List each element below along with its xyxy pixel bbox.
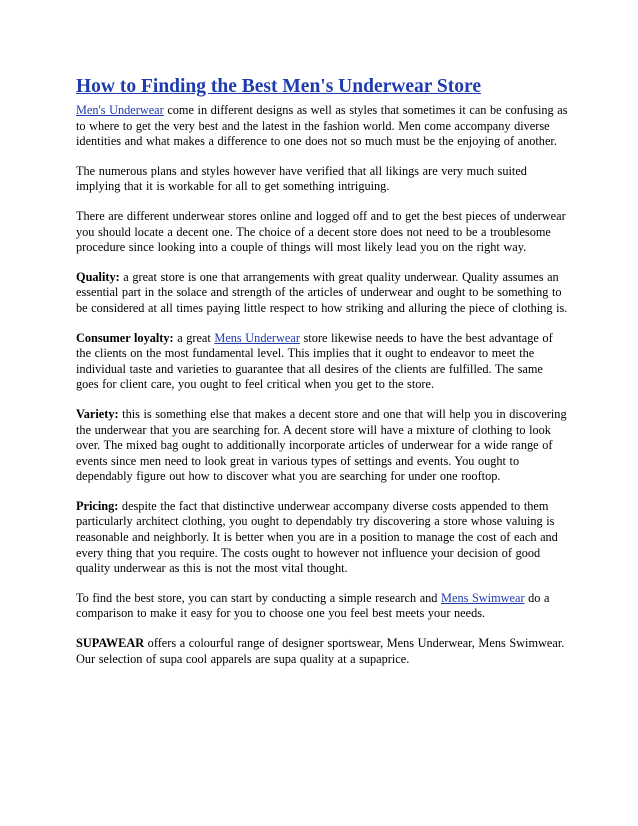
paragraph-variety bbox=[76, 407, 568, 485]
paragraph-text: despite the fact that distinctive underwear accompany diverse costs appended to them particularly architect clothing, you ought to dependably try discovering a store whose valuing is reasonable and neighborly. It is better when you are in a position to manage the cost of each and every thing that you require. The costs ought to however not influence your decision of good quality underwear as this is not the most vital thought. bbox=[76, 498, 558, 576]
document-page bbox=[76, 76, 568, 681]
section-label-quality: Quality: bbox=[76, 269, 120, 284]
paragraph-text: do a comparison to make it easy for you to choose one you feel best meets your needs. bbox=[76, 590, 550, 621]
mens-underwear-inline-link[interactable]: Mens Underwear bbox=[214, 330, 300, 345]
paragraph-text: The numerous plans and styles however have verified that all likings are very much suited implying that it is workable for all to get something intriguing. bbox=[76, 163, 527, 194]
paragraph-find-store bbox=[76, 591, 568, 622]
section-label-pricing: Pricing: bbox=[76, 498, 119, 513]
paragraph-consumer-loyalty bbox=[76, 331, 568, 393]
title-link[interactable]: How to Finding the Best Men's Underwear Store bbox=[76, 76, 481, 97]
paragraph-intro bbox=[76, 103, 568, 150]
page-title bbox=[76, 76, 568, 98]
paragraph-pricing bbox=[76, 499, 568, 577]
paragraph-text: There are different underwear stores online and logged off and to get the best pieces of underwear you should locate a decent one. The choice of a decent store does not need to be a troublesome procedure since looking into a couple of things will most likely lead you on the right way. bbox=[76, 208, 566, 255]
section-label-consumer-loyalty: Consumer loyalty: bbox=[76, 330, 174, 345]
paragraph-text: To find the best store, you can start by conducting a simple research and bbox=[76, 590, 442, 605]
paragraph-text: offers a colourful range of designer sportswear, Mens Underwear, Mens Swimwear. Our selection of supa cool apparels are supa quality at a supaprice. bbox=[76, 636, 565, 666]
mens-swimwear-link[interactable]: Mens Swimwear bbox=[441, 590, 525, 605]
paragraph-supawear bbox=[76, 636, 568, 667]
section-label-variety: Variety: bbox=[76, 406, 119, 421]
paragraph-stores bbox=[76, 209, 568, 256]
paragraph-text: store likewise needs to have the best advantage of the clients on the most fundamental level. This implies that it ought to endeavor to meet the individual taste and varieties to guarantee that all desires of the clients are fulfilled. The same goes for client care, you ought to feel critical when you get to the store. bbox=[76, 330, 553, 392]
mens-underwear-link[interactable]: Men's Underwear bbox=[76, 103, 164, 117]
paragraph-text: a great bbox=[173, 330, 215, 345]
paragraph-quality bbox=[76, 270, 568, 317]
paragraph-plans bbox=[76, 164, 568, 195]
paragraph-text: a great store is one that arrangements with great quality underwear. Quality assumes an essential part in the solace and strength of the articles of underwear and ought to be something to be considered at all times paying little respect to how striking and alluring the piece of clothing is. bbox=[76, 269, 568, 315]
paragraph-text: come in different designs as well as styles that sometimes it can be confusing as to where to get the very best and the latest in the fashion world. Men come accompany diverse identities and what makes a difference to one does not so much must be the enjoying of another. bbox=[76, 103, 568, 149]
brand-name: SUPAWEAR bbox=[76, 636, 145, 651]
paragraph-text: this is something else that makes a decent store and one that will help you in discovering the underwear that you are searching for. A decent store will have a mixture of clothing to look over. The mixed bag ought to additionally incorporate articles of underwear for a wide range of events since men need to look great in various types of settings and events. You ought to dependably figure out how to discover what you are searching for under one rooftop. bbox=[76, 406, 567, 484]
